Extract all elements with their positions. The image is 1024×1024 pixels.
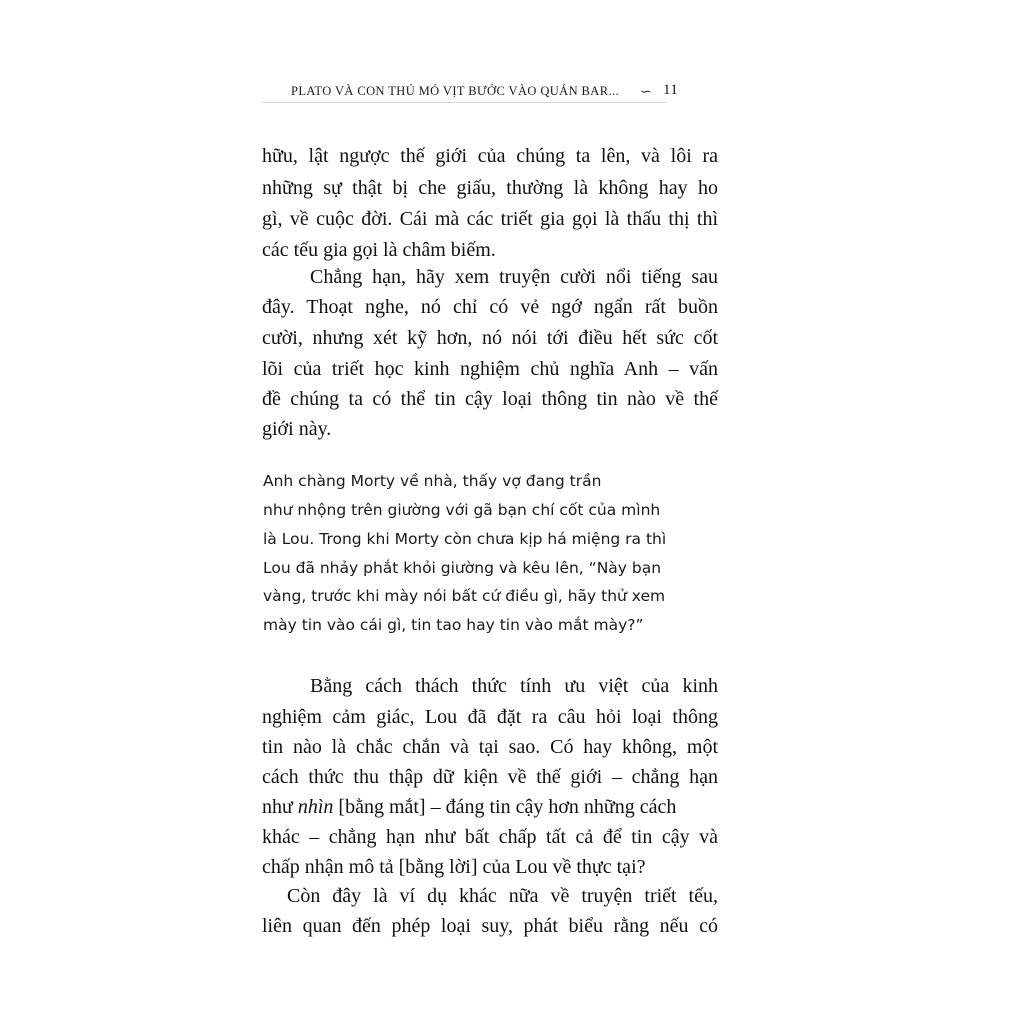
ornament-icon: ∽ [640, 85, 653, 100]
body-text: [bằng mắt] – đáng tin cậy hơn những cách [333, 796, 677, 818]
body-line: những sự thật bị che giấu, thường là không hay ho [262, 177, 718, 199]
body-line: gì, về cuộc đời. Cái mà các triết gia gọi là thấu thị thì [262, 208, 718, 230]
body-line: giới này. [262, 418, 332, 440]
header-rule [262, 102, 667, 103]
joke-line: Anh chàng Morty về nhà, thấy vợ đang trần [263, 472, 602, 490]
body-line: hữu, lật ngược thế giới của chúng ta lên, và lôi ra [262, 145, 718, 167]
body-line: lõi của triết học kinh nghiệm chủ nghĩa Anh – vấn [262, 358, 718, 380]
body-line-with-emphasis [262, 797, 676, 817]
joke-line: là Lou. Trong khi Morty còn chưa kịp há miệng ra thì [263, 530, 667, 548]
joke-line: như nhộng trên giường với gã bạn chí cốt của mình [263, 501, 661, 519]
body-line: Bằng cách thách thức tính ưu việt của kinh [310, 675, 718, 697]
body-line: liên quan đến phép loại suy, phát biểu rằng nếu có [262, 915, 718, 937]
body-line: khác – chẳng hạn như bất chấp tất cả để tin cậy và [262, 826, 718, 848]
body-line: đề chúng ta có thể tin cậy loại thông tin nào về thế [262, 388, 718, 410]
joke-line: mày tin vào cái gì, tin tao hay tin vào mắt mày?” [263, 616, 644, 634]
body-line: các tếu gia gọi là châm biếm. [262, 239, 496, 261]
body-line: chấp nhận mô tả [bằng lời] của Lou về thực tại? [262, 856, 646, 878]
running-header [291, 82, 691, 102]
body-line: đây. Thoạt nghe, nó chỉ có vẻ ngớ ngẩn rất buồn [262, 296, 718, 318]
body-line: cách thức thu thập dữ kiện về thế giới – chẳng hạn [262, 766, 718, 788]
joke-line: vàng, trước khi mày nói bất cứ điều gì, hãy thử xem [263, 587, 666, 605]
emphasis-text: nhìn [297, 796, 334, 818]
body-line: nghiệm cảm giác, Lou đã đặt ra câu hỏi loại thông [262, 706, 718, 728]
body-line: tin nào là chắc chắn và tại sao. Có hay không, một [262, 736, 718, 758]
body-text: như [262, 796, 298, 818]
body-line: cười, nhưng xét kỹ hơn, nó nói tới điều hết sức cốt [262, 327, 718, 349]
page-number: 11 [663, 82, 679, 98]
body-line: Còn đây là ví dụ khác nữa về truyện triết tếu, [287, 885, 718, 907]
body-line: Chẳng hạn, hãy xem truyện cười nổi tiếng sau [310, 266, 718, 288]
running-title: PLATO VÀ CON THÚ MỎ VỊT BƯỚC VÀO QUÁN BAR... [291, 84, 620, 98]
joke-line: Lou đã nhảy phắt khỏi giường và kêu lên, “Này bạn [263, 559, 662, 577]
